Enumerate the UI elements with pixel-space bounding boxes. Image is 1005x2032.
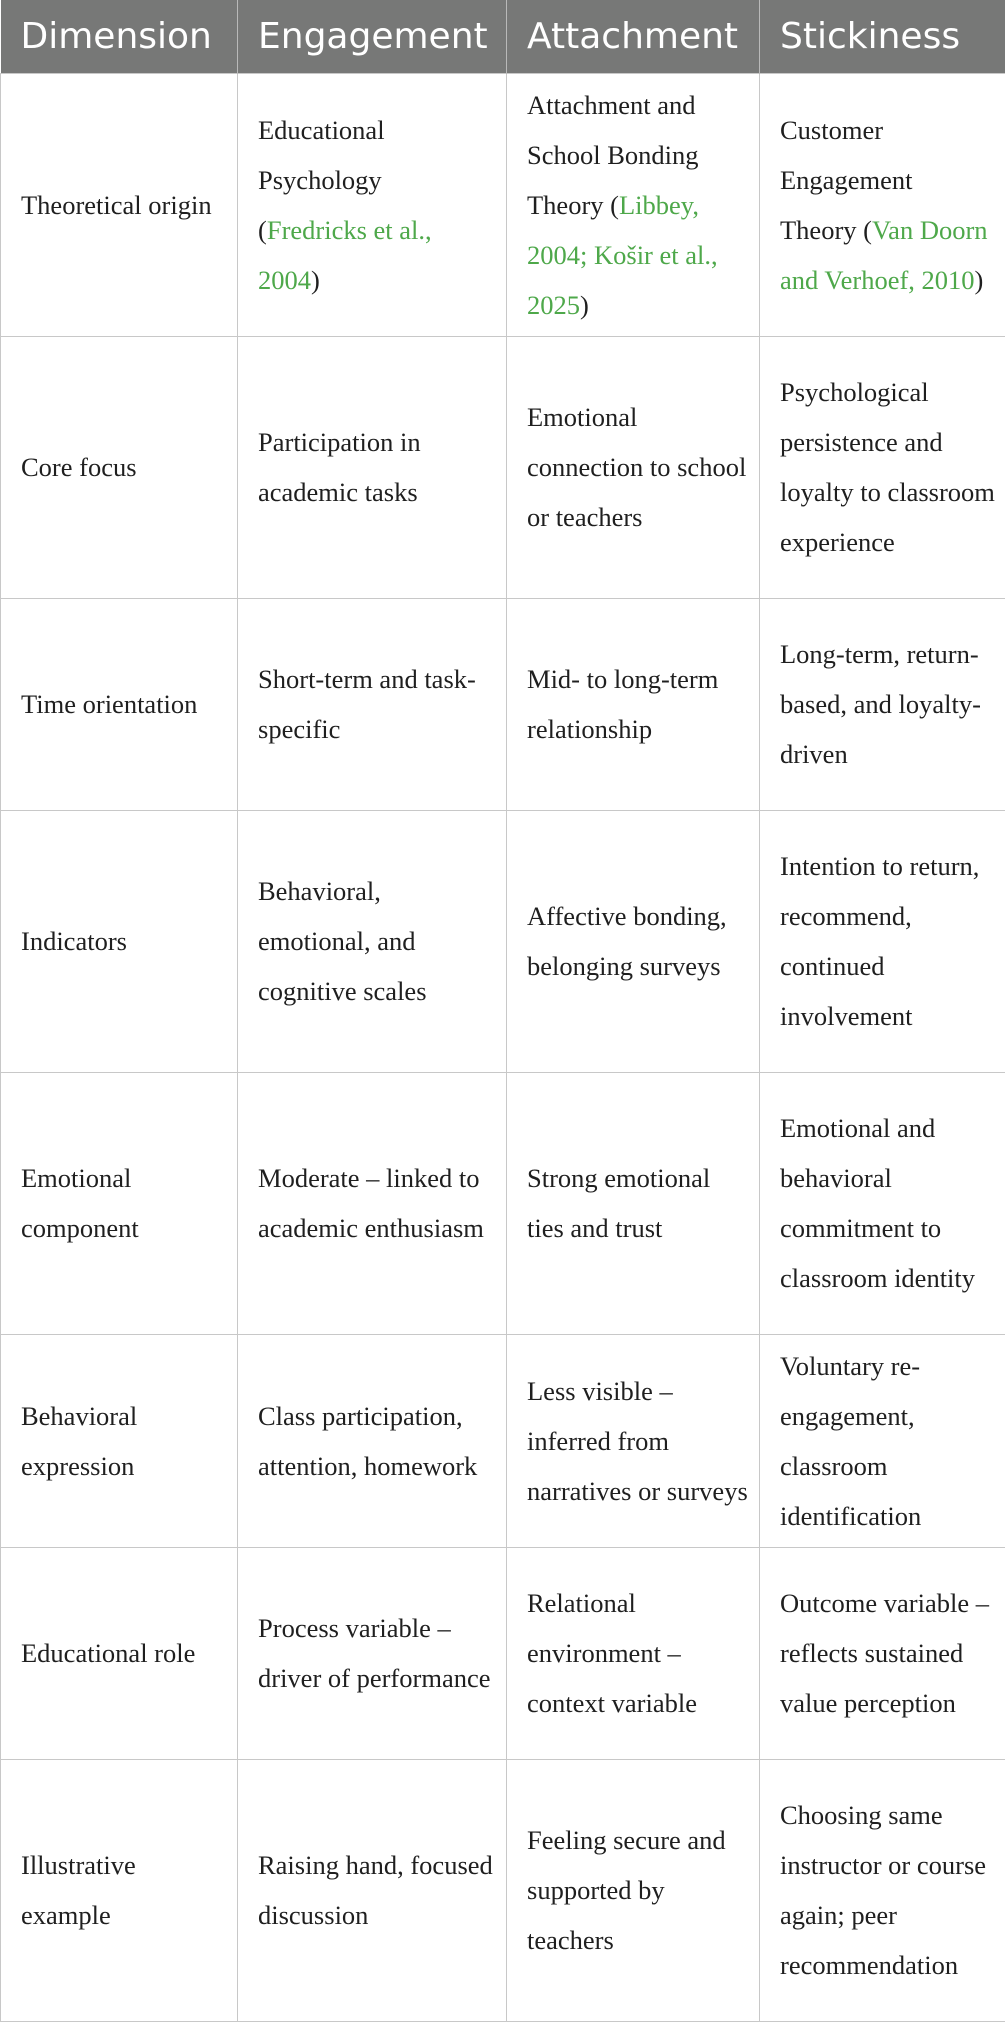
cell-stickiness: Voluntary re-engagement, classroom identification [760, 1334, 1005, 1547]
cell-dimension: Educational role [1, 1547, 238, 1759]
table-row [1, 73, 1005, 336]
cell-dimension: Illustrative example [1, 1759, 238, 2021]
cell-dimension: Behavioral expression [1, 1334, 238, 1547]
cell-dimension: Core focus [1, 336, 238, 598]
cell-engagement: Short-term and task-specific [238, 598, 507, 810]
cell-dimension: Emotional component [1, 1072, 238, 1334]
table-row [1, 336, 1005, 598]
cell-text: Educational Psychology ( [258, 114, 385, 245]
cell-attachment: Less visible – inferred from narratives or surveys [507, 1334, 760, 1547]
cell-attachment: Mid- to long-term relationship [507, 598, 760, 810]
table-row [1, 1547, 1005, 1759]
table-row [1, 1759, 1005, 2021]
cell-attachment: Strong emotional ties and trust [507, 1072, 760, 1334]
citation-link[interactable]: Van Doorn and Verhoef, 2010 [780, 214, 988, 295]
cell-stickiness: Psychological persistence and loyalty to classroom experience [760, 336, 1005, 598]
cell-attachment: Relational environment – context variable [507, 1547, 760, 1759]
cell-attachment: Affective bonding, belonging surveys [507, 810, 760, 1072]
header-stickiness: Stickiness [760, 0, 1005, 73]
table-row [1, 810, 1005, 1072]
cell-dimension: Theoretical origin [1, 73, 238, 336]
cell-attachment: Emotional connection to school or teachers [507, 336, 760, 598]
citation-link[interactable]: Fredricks et al., 2004 [258, 214, 432, 295]
cell-text: ) [974, 264, 984, 295]
cell-engagement: Behavioral, emotional, and cognitive scales [238, 810, 507, 1072]
cell-stickiness: Long-term, return-based, and loyalty-driven [760, 598, 1005, 810]
header-attachment: Attachment [507, 0, 760, 73]
cell-text: Customer Engagement Theory ( [780, 114, 913, 245]
table-body [1, 73, 1005, 2021]
header-row [1, 0, 1005, 73]
cell-stickiness: Emotional and behavioral commitment to classroom identity [760, 1072, 1005, 1334]
cell-engagement: Process variable – driver of performance [238, 1547, 507, 1759]
table-row [1, 598, 1005, 810]
table-row [1, 1334, 1005, 1547]
table-row [1, 1072, 1005, 1334]
cell-engagement: Participation in academic tasks [238, 336, 507, 598]
cell-attachment: Feeling secure and supported by teachers [507, 1759, 760, 2021]
header-dimension: Dimension [1, 0, 238, 73]
citation-link[interactable]: Libbey, 2004; Košir et al., 2025 [527, 189, 718, 320]
cell-stickiness: Outcome variable – reflects sustained value perception [760, 1547, 1005, 1759]
cell-stickiness: Choosing same instructor or course again; peer recommendation [760, 1759, 1005, 2021]
cell-text: ) [580, 289, 589, 320]
cell-dimension: Indicators [1, 810, 238, 1072]
cell-dimension: Time orientation [1, 598, 238, 810]
cell-text: ) [311, 264, 320, 295]
cell-stickiness [760, 73, 1005, 336]
cell-stickiness: Intention to return, recommend, continued involvement [760, 810, 1005, 1072]
cell-attachment [507, 73, 760, 336]
cell-engagement: Class participation, attention, homework [238, 1334, 507, 1547]
cell-engagement: Raising hand, focused discussion [238, 1759, 507, 2021]
table-header [1, 0, 1005, 73]
cell-engagement: Moderate – linked to academic enthusiasm [238, 1072, 507, 1334]
cell-engagement [238, 73, 507, 336]
cell-text: Attachment and School Bonding Theory ( [527, 89, 699, 220]
header-engagement: Engagement [238, 0, 507, 73]
